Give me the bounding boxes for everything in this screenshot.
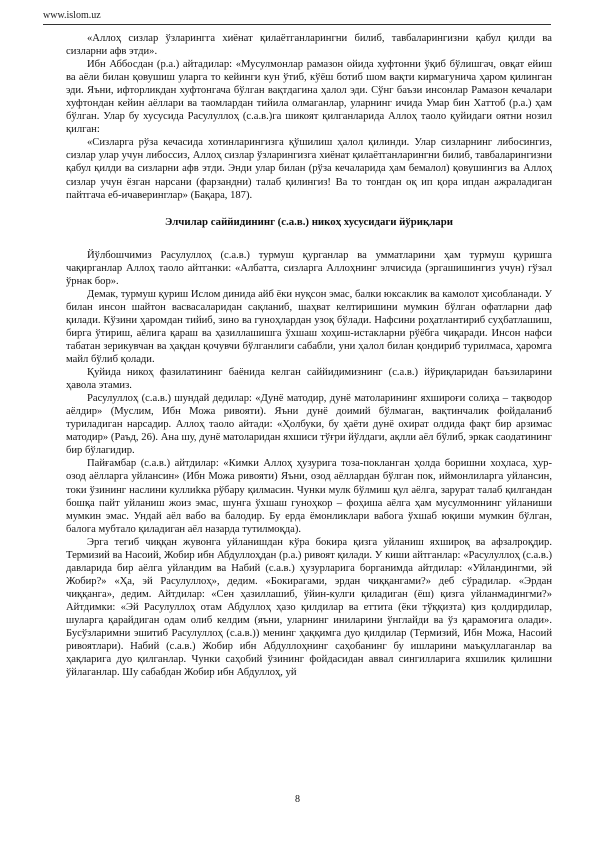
paragraph-ibn-abbas: Ибн Аббосдан (р.а.) айтадилар: «Мусулмонлар рамазон ойида хуфтонни ўқиб бўлишгач, овқат ейиш ва аёли билан қовушиш уларга то кейинги кун ўтиб, кўёш ботиб шом вақти кирмагунича ҳаром қилинган эди. Яъни, ифторликдан хуфтонгача бўлган вақтдагина ҳалол эди. Сўнг баъзи инсонлар Рамазон кечалари хуфтондан кейин аёллари ва таомлардан тийила олмаганлар, уларнинг ичида Умар бин Хаттоб (р.а.) ҳам бўлган. Улар бу хусусида Расулуллоҳ (с.а.в.)га шикоят қилганларида Аллоҳ таоло қуйидаги оятни нозил қилган: (66, 59, 552, 136)
paragraph-guidance-intro: Қуйида никоҳ фазилатининг баёнида келган саййидимизнинг (с.а.в.) йўриқларидан баъзиларини ҳавола этамиз. (66, 367, 552, 392)
paragraph-marriage-virtue: Демак, турмуш қуриш Ислом динида айб ёки нуқсон эмас, балки юксаклик ва камолот ҳисобланади. У билан инсон шайтон васвасаларидан сақланиб, шаҳват келтиришини мумкин бўлган офатларни даф қилади. Кўзини ҳаромдан тийиб, зино ва гуноҳлардан узоқ бўлади. Нафсини роҳатлантириб суҳбатлашиш, бирга ўтириш, аёлига қараш ва ҳазиллашишга ўхшаш хоҳиш-истакларни рўёбга чиқаради. Инсон нафси табатан зерикувчан ва ҳақдан қочувчи бўлганлиги сабабли, уни ҳалол билан қондириб турилмаса, ҳаромга майл бўлиб қолади. (66, 288, 552, 366)
section-title: Элчилар саййидининг (с.а.в.) никоҳ хусусидаги йўриқлари (165, 215, 453, 228)
page-number: 8 (295, 794, 300, 805)
header-divider (43, 24, 551, 25)
paragraph-ayah-quote: «Сизларга рўза кечасида хотинларингизга қўшилиш ҳалол қилинди. Улар сизларнинг либосингиз, сизлар улар учун либоссиз, Аллоҳ сизлар ўзларингизга хиёнат қилаётганларингни билиб, тавбаларингизни қабул қилди ва сизларни афв этди. Энди улар билан (рўза кечаларида ҳам бемалол) қовушингиз ва Аллоҳ сизлар учун ёзган нарсани (фарзандни) талаб қилингиз! Ва то тонгдан оқ ип қора ипдан ажраладиган пайтгача еб-ичаверинглар» (Бақара, 187). (66, 137, 552, 201)
paragraph-free-women: Пайғамбар (с.а.в.) айтдилар: «Кимки Аллоҳ ҳузурига тоза-покланган ҳолда боришни хоҳласа, ҳур-озод аёлларга уйлансин» (Ибн Можа ривояти) Яъни, озод аёллардан бўлган пок, иймонлиларга уйлансин, токи ўзининг наслини куллиkка рўбару қилмасин. Чунки мулк бўлмиш қул аёлга, зарурат талаб қилгандан бошқа пайт уйланиш жоиз эмас, шунга ўхшаш гуноҳкор – фоҳиша аёлга ҳам мусулмоннинг уйланиши мумкин эмас. Ундай аёл вабо ва балодир. Бу ерда ёмонликлари вабога ўхшаб юқиши мумкин бўлган, балога мубтало қиладиган аёл назарда тутилмоқда). (66, 458, 552, 535)
document-body (66, 32, 552, 679)
paragraph-jabir-hadith: Эрга тегиб чиққан жувонга уйланишдан кўра бокира қизга уйланиш яхшироқ ва афзалроқдир. Термизий ва Насоий, Жобир ибн Абдуллоҳдан (р.а.) ривоят қилади. У киши айтганлар: «Расулуллоҳ (с.а.в.) давларида бир аёлга уйландим ва Набий (с.а.в.) ҳузурларига борганимда айтдилар: «Уйландингми, эй Жобир?» «Ҳа, эй Расулуллоҳ», дедим. «Бокирагами, эрдан чиққангами?» деб сўрадилар. «Эрдан чиққанга», дедим. Айтдилар: «Сен ҳазиллашиб, ўйин-кулги қиладиган (ёш) қизга уйланмадингми?» Айтдимки: «Эй Расулуллоҳ отам Абдуллоҳ ҳазо қилдилар ва еттита (ёки тўққизта) қиз қолдирдилар, шуларга қарайдиган одам олиб келдим (яъни, уларнинг иниларини ўнглайди ва ўз қарамоғига олади». Бусўзларимни эшитиб Расулуллоҳ (с.а.в.)) менинг ҳаққимга дуо қилдилар (Термизий, Ибн Можа, Насоий ривоятлари). Набий (с.а.в.) Жобир ибн Абдуллоҳнинг саҳобанинг бу ишларини маъқуллаганлар ва ҳақларига дуо қилганлар. Чунки саҳобий ўзининг фойдасидан аввал сингилларига яхшилик қилишни ўйлаганлар. Шу сабабдан Жобир ибн Абдуллоҳ, уй (66, 536, 552, 679)
paragraph-marriage-example: Йўлбошчимиз Расулуллоҳ (с.а.в.) турмуш қурганлар ва умматларини ҳам турмуш қуришга чақирганлар Аллоҳ таоло айтганки: «Албатта, сизларга Аллоҳнинг элчисида (эргашишингиз учун) гўзал ўрнак бор». (66, 249, 552, 287)
paragraph-world-goods: Расулуллоҳ (с.а.в.) шундай дедилар: «Дунё матодир, дунё матоларининг яхшироғи солиҳа – тақводор аёлдир» (Муслим, Ибн Можа ривояти). Яъни дунё доимий бўлмаган, вақтинчалик фойдаланиб туриладиган нарсадир. Аллоҳ таоло айтади: «Ҳолбуки, бу ҳаёти дунё охират олдида фақт бир арзимас матодир» (Раъд, 26). Ана шу, дунё матоларидан яхшиси тўғри йўлдаги, ақлли аёл бўлиб, эркак саодатининг бир бўлагидир. (66, 393, 552, 457)
paragraph-quote-intro: «Аллоҳ сизлар ўзларингга хиёнат қилаётганларингни билиб, тавбаларингизни қабул қилди ва сизларни афв этди». (66, 33, 552, 58)
header-url: www.islom.uz (43, 10, 101, 21)
